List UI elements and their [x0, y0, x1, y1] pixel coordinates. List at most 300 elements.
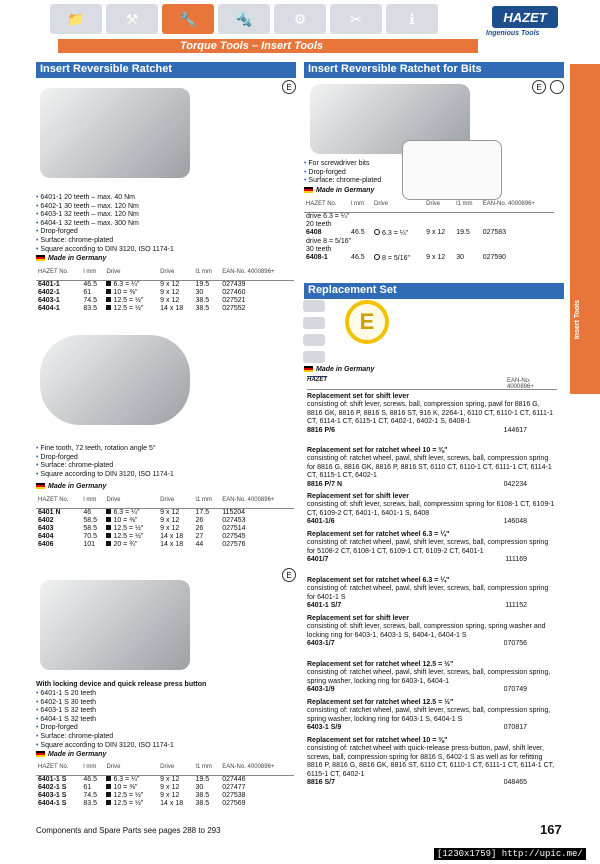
page-number: 167 [540, 822, 562, 837]
group-row [304, 238, 554, 254]
feature-item: • 6401-1 20 teeth – max. 40 Nm [36, 194, 296, 203]
table-header-row [304, 198, 554, 212]
cell-value: 83.5 [83, 799, 97, 807]
table-cell [304, 229, 349, 238]
table-cell [104, 517, 158, 525]
ean-number: 111169 [505, 556, 527, 564]
cell-value: 9 x 12 [160, 524, 180, 532]
table-cell [36, 289, 81, 297]
cell-value: 58.5 [83, 524, 97, 532]
table-cell [220, 297, 294, 305]
cell-value: 115204 [222, 508, 246, 516]
table-cell [158, 533, 193, 541]
feature-item: • Surface: chrome-plated [36, 462, 296, 471]
logo-tagline: Ingenious Tools [486, 30, 540, 37]
cell-value: 61 [83, 783, 92, 791]
square-drive-icon [106, 784, 111, 789]
ean-number: 146048 [503, 518, 527, 526]
table-cell [220, 508, 294, 517]
cell-value: 10 = ⅜" [113, 516, 138, 524]
cell-value: 027521 [222, 296, 246, 304]
table-cell [372, 229, 424, 238]
item-number: 6401-1 S/7 [307, 602, 342, 610]
cell-value: 38.5 [195, 799, 210, 807]
table-cell [220, 305, 294, 313]
replacement-code-row [307, 427, 557, 435]
feature-item: • Drop-forged [36, 228, 296, 237]
feature-item: • Surface: chrome-plated [36, 237, 296, 246]
replacement-item [307, 577, 557, 611]
square-drive-icon [106, 800, 111, 805]
spec-table-3 [36, 761, 294, 808]
cell-value: 46.5 [351, 254, 365, 261]
ring-drive-icon [374, 254, 380, 260]
table-header-cell: Drive [104, 494, 158, 508]
table-cell [104, 289, 158, 297]
replacement-title: Replacement set for ratchet wheel 10 = ⅜" [307, 447, 448, 454]
cell-value: 6.3 = ¼" [382, 229, 409, 237]
cell-value: 9 x 12 [160, 296, 180, 304]
table-header-cell: EAN-No. 4000896+ [220, 266, 294, 280]
cell-value: 9 x 12 [160, 508, 180, 516]
replacement-item [307, 615, 557, 649]
table-header-cell: Drive [104, 761, 158, 775]
cell-value: 9 x 12 [160, 288, 180, 296]
table-cell [220, 517, 294, 525]
cell-value: 30 [195, 783, 204, 791]
table-header-cell: HAZET No. [36, 266, 81, 280]
table-header-cell: Drive [158, 761, 193, 775]
german-flag-icon [304, 366, 313, 372]
table-cell [104, 280, 158, 289]
table-cell [194, 280, 221, 289]
table-cell [349, 229, 372, 238]
feature-item: • Drop-forged [36, 454, 296, 463]
replacement-item [307, 661, 557, 695]
cell-value: 027477 [222, 783, 246, 791]
cell-value: 6403 [38, 524, 54, 532]
table-row [36, 525, 294, 533]
table-row [36, 508, 294, 517]
replacement-item [307, 737, 557, 787]
table-cell [81, 305, 104, 313]
table-row [36, 784, 294, 792]
badge-e: E [532, 80, 546, 94]
cell-value: 027446 [222, 775, 246, 783]
german-flag-icon [36, 751, 45, 757]
table-cell [158, 280, 193, 289]
cell-value: 74.5 [83, 296, 97, 304]
cell-value: 6406 [38, 540, 54, 548]
cell-value: 6404-1 [38, 304, 60, 312]
square-drive-icon [106, 776, 111, 781]
top-navigation [0, 0, 600, 38]
footer-note: Components and Spare Parts see pages 288 to 293 [36, 826, 221, 835]
cell-value: 6404 [38, 532, 54, 540]
replacement-desc: consisting of: ratchet wheel, pawl, shift lever, screws, ball, compression spring, spring washer, locking ring for 6403-1, 6404-1 [307, 669, 551, 685]
category-tab[interactable]: ⚒ [106, 4, 158, 34]
category-tab[interactable]: ✂ [330, 4, 382, 34]
cell-value: 46.5 [83, 775, 97, 783]
cell-value: 12.5 = ½" [113, 532, 144, 540]
feature-item: • Square according to DIN 3120, ISO 1174-1 [36, 471, 296, 480]
table-cell [36, 541, 81, 549]
table-cell [81, 533, 104, 541]
table-cell [104, 525, 158, 533]
table-cell [454, 254, 481, 263]
replacement-code-row [307, 481, 557, 489]
cell-value: 38.5 [195, 791, 210, 799]
replacement-code-row [307, 640, 557, 648]
item-number: 6403-1/7 [307, 640, 335, 648]
table-cell [104, 792, 158, 800]
replacement-title: Replacement set for shift lever [307, 493, 409, 500]
table-cell [194, 517, 221, 525]
replacement-desc: consisting of: shift lever, screws, ball, compression spring, pawl for 8816 G, 8816 GK, 8816 P, 8816 S, 8816 ST, 916 K, 2264-1, 6110 CT, 6110-1 CT, 6111-1 CT, 6114-1 CT, 6115-1 CT, 6402-1, 6402-1 S, 6408-1 [307, 401, 554, 426]
table-cell [158, 792, 193, 800]
group-drive: drive 8 = 5/16" [306, 237, 352, 245]
replacement-title: Replacement set for ratchet wheel 10 = ⅜" [307, 737, 448, 744]
cell-value: 14 x 18 [160, 540, 184, 548]
square-drive-icon [106, 289, 111, 294]
table-cell [36, 517, 81, 525]
replacement-code-row [307, 724, 557, 732]
table-cell [36, 533, 81, 541]
item-number: 8816 P/6 [307, 426, 336, 434]
cell-value: 6.3 = ¼" [113, 508, 140, 516]
feature-item: • Drop-forged [36, 724, 296, 733]
cell-value: 10 = ⅜" [113, 783, 138, 791]
cell-value: 46 [83, 508, 92, 516]
item-number: 8816 S/7 [307, 779, 336, 787]
feature-item: • 6401-1 S 20 teeth [36, 690, 296, 699]
table-cell [194, 775, 221, 784]
table-cell [304, 254, 349, 263]
spec-table-1 [36, 266, 294, 313]
cell-value: 6408-1 [306, 254, 328, 261]
cell-value: 30 [456, 254, 464, 261]
table-cell [220, 280, 294, 289]
table-cell [158, 525, 193, 533]
table-cell [424, 254, 454, 263]
table-cell [158, 289, 193, 297]
table-cell [104, 508, 158, 517]
item-number: 6403-1/9 [307, 686, 335, 694]
table-cell [104, 533, 158, 541]
cell-value: 027590 [482, 254, 507, 261]
table-cell [158, 305, 193, 313]
cell-value: 30 [195, 288, 204, 296]
replacement-code-row [307, 779, 557, 787]
cell-value: 027439 [222, 280, 246, 288]
cell-value: 9 x 12 [160, 783, 180, 791]
replacement-code-row [307, 602, 557, 610]
table-cell [194, 305, 221, 313]
ean-number: 070749 [503, 686, 527, 694]
german-flag-icon [36, 483, 45, 489]
cell-value: 9 x 12 [160, 280, 180, 288]
table-header-row [36, 761, 294, 775]
category-tab[interactable]: ℹ [386, 4, 438, 34]
badge-e: E [282, 80, 296, 94]
table-cell [158, 517, 193, 525]
table-cell [81, 792, 104, 800]
table-header-cell: Drive [372, 198, 424, 212]
made-in-germany-1: Made in Germany [36, 255, 106, 262]
category-tab[interactable]: 🔧 [162, 4, 214, 34]
table-cell [81, 775, 104, 784]
spec-table-2 [36, 494, 294, 549]
feature-list-4 [304, 160, 404, 186]
made-in-germany-5: Made in Germany [304, 366, 374, 373]
cell-value: 027514 [222, 524, 246, 532]
cell-value: 26 [195, 516, 204, 524]
cell-value: 26 [195, 524, 204, 532]
cell-value: 12.5 = ½" [113, 296, 144, 304]
feature-item: • For screwdriver bits [304, 160, 404, 169]
cell-value: 38.5 [195, 304, 210, 312]
cell-value: 14 x 18 [160, 532, 184, 540]
made-in-germany-3: Made in Germany [36, 751, 106, 758]
product-image-ratchet-3 [40, 580, 190, 670]
table-row [36, 517, 294, 525]
group-teeth: 20 teeth [306, 220, 332, 228]
ean-number: 111152 [505, 602, 527, 610]
replacement-title: Replacement set for ratchet wheel 12.5 = ½" [307, 661, 454, 668]
replacement-desc: consisting of: shift lever, screws, ball, compression spring for 6108-1 CT, 6109-1 CT, 6109-2 CT, 6401-1, 6401-1 S, 6408 [307, 501, 555, 517]
cell-value: 027552 [222, 304, 246, 312]
table-header-cell: EAN-No. 4000896+ [220, 761, 294, 775]
cell-value: 027460 [222, 288, 246, 296]
table-header-cell: l1 mm [454, 198, 481, 212]
cell-value: 19.5 [195, 775, 210, 783]
ean-number: 070817 [503, 724, 527, 732]
category-tabs [50, 4, 438, 34]
square-drive-icon [106, 533, 111, 538]
table-cell [81, 525, 104, 533]
ean-number: 070756 [503, 640, 527, 648]
table-row [36, 297, 294, 305]
table-row [36, 533, 294, 541]
table-header-cell: Drive [158, 494, 193, 508]
table-cell [349, 254, 372, 263]
ean-header: EAN-No. 4000896+ [507, 378, 534, 390]
table-row [36, 792, 294, 800]
table-cell [36, 792, 81, 800]
product-image-ratchet-1 [40, 88, 190, 178]
table-header-cell: Drive [424, 198, 454, 212]
table-row [36, 305, 294, 313]
replacement-desc: consisting of: ratchet wheel with quick-release press-button, pawl, shift lever, screws, ball, compression spring for 8816 S, 6402-1 S as well as for refitting 8816 P, 8816 G, 8816 GK, 8816 ST, 6110 CT, 6110-1 CT, 6111-1 CT, 6114-1 CT, 6115-1 CT, 6402-1 [307, 745, 555, 778]
made-in-germany-2: Made in Germany [36, 483, 106, 490]
cell-value: 6404-1 S [38, 799, 67, 807]
table-header-cell: l mm [81, 494, 104, 508]
replacement-item [307, 393, 557, 435]
table-header-cell: l1 mm [194, 494, 221, 508]
cell-value: 6.3 = ¼" [113, 775, 140, 783]
feature-list-1 [36, 194, 296, 254]
feature-item: • 6404-1 32 teeth – max. 300 Nm [36, 220, 296, 229]
replacement-item [307, 447, 557, 489]
feature-item: • 6402-1 30 teeth – max. 120 Nm [36, 203, 296, 212]
square-drive-icon [106, 509, 111, 514]
square-drive-icon [106, 305, 111, 310]
replacement-desc: consisting of: ratchet wheel, pawl, shift lever, screws, ball, compression spring, spring washer, locking ring for 6403-1 S, 6404-1 S [307, 707, 551, 723]
cell-value: 027583 [482, 229, 507, 236]
table-cell [36, 280, 81, 289]
cell-value: 6408 [306, 229, 322, 236]
table-cell [81, 508, 104, 517]
table-cell [194, 784, 221, 792]
table-cell [104, 775, 158, 784]
cell-value: 14 x 18 [160, 799, 184, 807]
group-label [304, 212, 554, 229]
table-row [36, 541, 294, 549]
table-cell [158, 541, 193, 549]
page-title: Torque Tools – Insert Tools [180, 40, 324, 52]
item-number: 6403-1 S/9 [307, 724, 342, 732]
category-tab[interactable]: ⚙ [274, 4, 326, 34]
section-title-bits-ratchet: Insert Reversible Ratchet for Bits [304, 62, 564, 78]
table-cell [81, 297, 104, 305]
cell-value: 027538 [222, 791, 246, 799]
category-tab[interactable]: 📁 [50, 4, 102, 34]
cell-value: 38.5 [195, 296, 210, 304]
feature-item: • Square according to DIN 3120, ISO 1174-1 [36, 742, 296, 751]
cell-value: 61 [83, 288, 92, 296]
e-badge-large: E [345, 300, 389, 344]
hazet-logo: HAZET [492, 6, 558, 28]
table-row [36, 289, 294, 297]
table-cell [158, 800, 193, 808]
feature-list-2 [36, 445, 296, 479]
feature-item: • 6404-1 S 32 teeth [36, 716, 296, 725]
feature-item: • Surface: chrome-plated [304, 177, 404, 186]
cell-value: 027569 [222, 799, 246, 807]
table-cell [194, 792, 221, 800]
table-header-cell: l mm [81, 761, 104, 775]
feature-item: • 6403-1 S 32 teeth [36, 707, 296, 716]
cell-value: 44 [195, 540, 204, 548]
replacement-desc: consisting of: shift lever, screws, ball, compression spring, spring washer and locking ring for 6403-1, 6403-1 S, 6404-1, 6404-1 S [307, 623, 546, 639]
cell-value: 46.5 [83, 280, 97, 288]
german-flag-icon [36, 255, 45, 261]
table-cell [36, 800, 81, 808]
cell-value: 46.5 [351, 229, 365, 236]
table-header-cell: HAZET No. [36, 761, 81, 775]
table-header-row [36, 266, 294, 280]
cell-value: 9 x 12 [160, 516, 180, 524]
feature-item: • Drop-forged [304, 169, 404, 178]
product-image-ratchet-2 [40, 335, 190, 425]
table-cell [81, 289, 104, 297]
cell-value: 14 x 18 [160, 304, 184, 312]
cell-value: 17.5 [195, 508, 210, 516]
cell-value: 027576 [222, 540, 246, 548]
table-cell [372, 254, 424, 263]
replacement-item [307, 493, 557, 527]
table-cell [104, 297, 158, 305]
square-drive-icon [106, 792, 111, 797]
spec-table-4 [304, 198, 554, 263]
replacement-desc: consisting of: ratchet wheel, pawl, shift lever, screws, ball, compression spring for 8816 G, 8816 GK, 8816 P, 8816 ST, 6110 CT, 6110-1 CT, 6111-1 CT, 6114-1 CT, 6115-1 CT, 6402-1 [307, 455, 552, 480]
replacement-code-row [307, 518, 557, 526]
table-cell [220, 792, 294, 800]
cell-value: 19.5 [456, 229, 470, 236]
table-cell [81, 800, 104, 808]
table-header-cell: l1 mm [194, 266, 221, 280]
replacement-code-row [307, 556, 557, 564]
category-tab[interactable]: 🔩 [218, 4, 270, 34]
table-header-cell: Drive [158, 266, 193, 280]
item-number: 6401/7 [307, 556, 329, 564]
cell-value: 19.5 [195, 280, 210, 288]
cell-value: 9 x 12 [426, 229, 446, 236]
group-drive: drive 6.3 = ¼" [306, 212, 350, 220]
table-cell [194, 800, 221, 808]
table-cell [481, 229, 554, 238]
ean-number: 048465 [503, 779, 527, 787]
cell-value: 027545 [222, 532, 246, 540]
group-label [304, 238, 554, 254]
cell-value: 6401-1 S [38, 775, 67, 783]
table-cell [36, 784, 81, 792]
feature-item: • Square according to DIN 3120, ISO 1174-1 [36, 246, 296, 255]
table-cell [81, 517, 104, 525]
table-cell [158, 297, 193, 305]
table-cell [158, 784, 193, 792]
table-cell [220, 533, 294, 541]
feature-item: • Fine tooth, 72 teeth, rotation angle 5° [36, 445, 296, 454]
feature-list-3 [36, 690, 296, 750]
table-cell [220, 800, 294, 808]
table-cell [158, 775, 193, 784]
table-cell [220, 775, 294, 784]
cell-value: 70.5 [83, 532, 97, 540]
cell-value: 101 [83, 540, 96, 548]
watermark: [1230x1759] http://upic.me/ [434, 848, 586, 860]
cell-value: 12.5 = ½" [113, 791, 144, 799]
table-cell [36, 305, 81, 313]
cell-value: 58.5 [83, 516, 97, 524]
cell-value: 6402 [38, 516, 54, 524]
table-row [36, 800, 294, 808]
side-tab[interactable] [570, 64, 600, 394]
feature-item: • 6402-1 S 30 teeth [36, 699, 296, 708]
square-drive-icon [106, 297, 111, 302]
item-number: 8816 P/7 N [307, 480, 343, 488]
replacement-title: Replacement set for ratchet wheel 6.3 = ¼" [307, 577, 450, 584]
table-cell [220, 525, 294, 533]
cell-value: 9 x 12 [160, 775, 180, 783]
cell-value: 6402-1 S [38, 783, 67, 791]
table-header-row [36, 494, 294, 508]
replacement-title: Replacement set for shift lever [307, 393, 409, 400]
side-tab-label: Insert Tools [574, 300, 581, 340]
section-title-insert-ratchet: Insert Reversible Ratchet [36, 62, 296, 78]
feature-item: • 6403-1 32 teeth – max. 120 Nm [36, 211, 296, 220]
table-cell [81, 280, 104, 289]
replacement-desc: consisting of: ratchet wheel, pawl, shift lever, screws, ball, compression spring for 6401-1 S [307, 585, 549, 601]
ring-drive-icon [374, 229, 380, 235]
table-row [304, 229, 554, 238]
replacement-desc: consisting of: ratchet wheel, pawl, shift lever, screws, ball, compression spring for 5108-2 CT, 6108-1 CT, 6109-1 CT, 6109-2 CT, 6401-1 [307, 539, 549, 555]
table-header-cell: l1 mm [194, 761, 221, 775]
table-cell [220, 289, 294, 297]
table-cell [36, 508, 81, 517]
cell-value: 027453 [222, 516, 246, 524]
cell-value: 12.5 = ½" [113, 304, 144, 312]
